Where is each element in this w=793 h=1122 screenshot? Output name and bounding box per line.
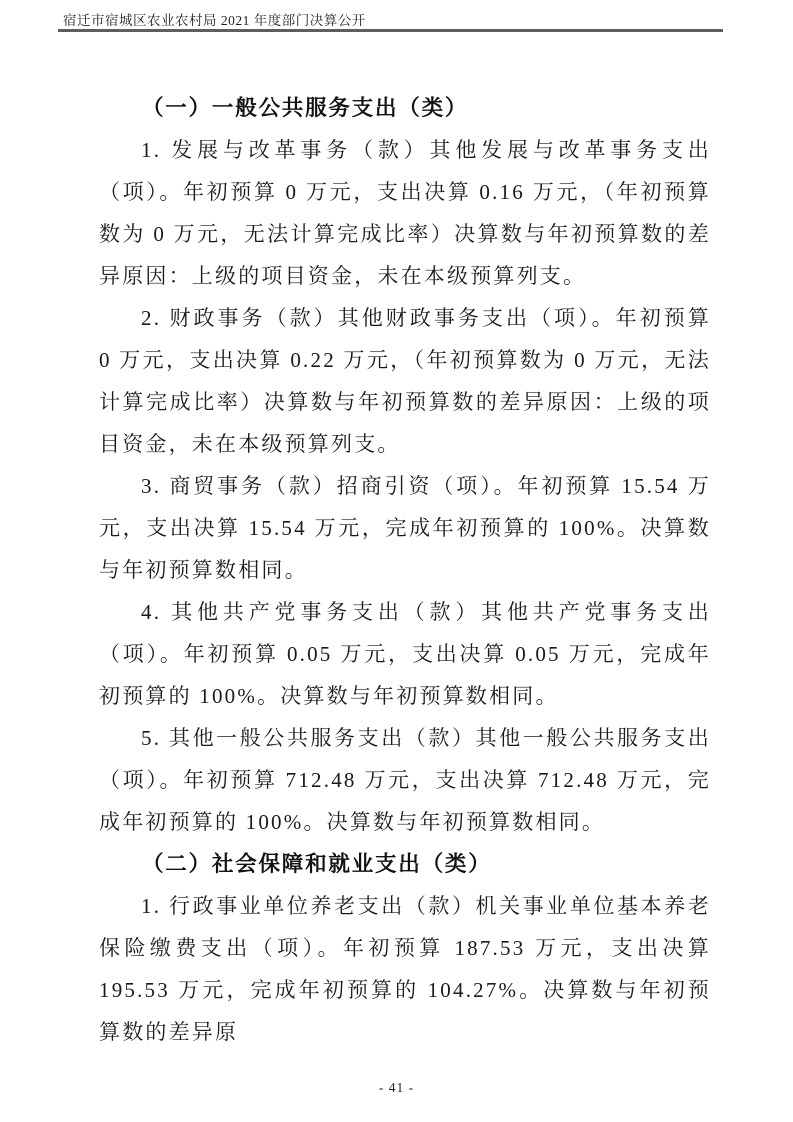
- section-2-heading: （二）社会保障和就业支出（类）: [142, 852, 492, 876]
- section-1-paragraph-1: 1. 发展与改革事务（款）其他发展与改革事务支出（项）。年初预算 0 万元，支出决算 0.16 万元，（年初预算数为 0 万元，无法计算完成比率）决算数与年初预算数的差异原因：上级的项目资金，未在本级预算列支。: [99, 138, 711, 288]
- section-1-paragraph-3: 3. 商贸事务（款）招商引资（项）。年初预算 15.54 万元，支出决算 15.54 万元，完成年初预算的 100%。决算数与年初预算数相同。: [99, 474, 711, 582]
- page-number: - 41 -: [378, 1080, 415, 1095]
- header-title: 宿迁市宿城区农业农村局 2021 年度部门决算公开: [63, 13, 366, 28]
- section-1-paragraph-2: 2. 财政事务（款）其他财政事务支出（项）。年初预算 0 万元，支出决算 0.22 万元，（年初预算数为 0 万元，无法计算完成比率）决算数与年初预算数的差异原因：上级的项目资金，未在本级预算列支。: [99, 306, 711, 456]
- section-1-paragraph-4: 4. 其他共产党事务支出（款）其他共产党事务支出（项）。年初预算 0.05 万元，支出决算 0.05 万元，完成年初预算的 100%。决算数与年初预算数相同。: [99, 600, 711, 708]
- section-1-paragraph-5: 5. 其他一般公共服务支出（款）其他一般公共服务支出（项）。年初预算 712.48 万元，支出决算 712.48 万元，完成年初预算的 100%。决算数与年初预算数相同。: [99, 726, 711, 834]
- header-rule: [58, 29, 723, 32]
- section-1-heading: （一）一般公共服务支出（类）: [142, 96, 469, 120]
- section-2-paragraph-1: 1. 行政事业单位养老支出（款）机关事业单位基本养老保险缴费支出（项）。年初预算 187.53 万元，支出决算 195.53 万元，完成年初预算的 104.27%。决算数与年初预算数的差异原: [99, 894, 711, 1044]
- document-body: [99, 87, 711, 1053]
